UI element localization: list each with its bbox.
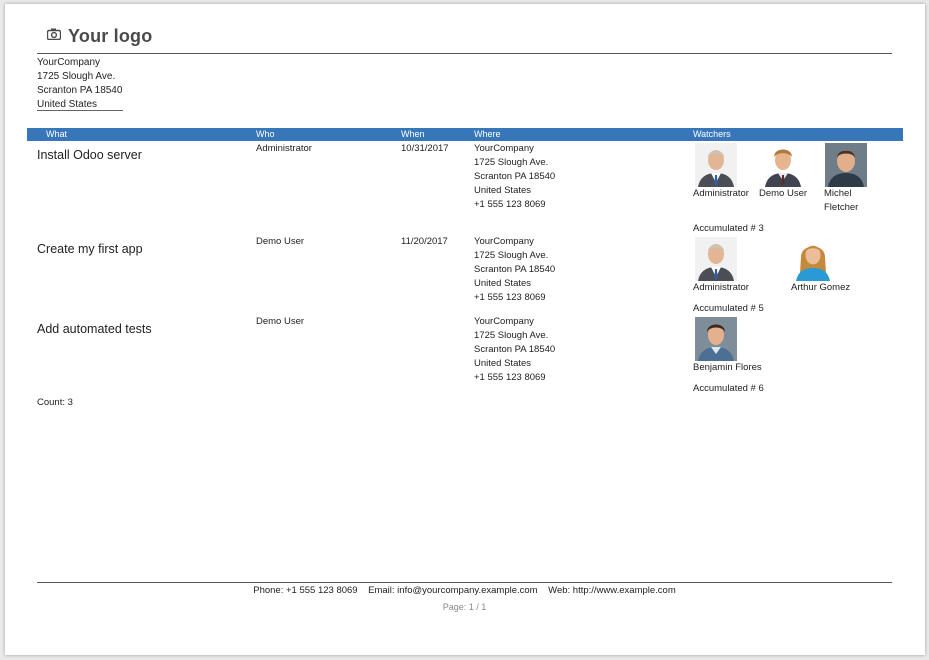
where-line: +1 555 123 8069	[474, 199, 546, 210]
camera-icon	[47, 27, 61, 45]
row-who: Demo User	[256, 236, 305, 247]
page-number: Page: 1 / 1	[442, 602, 487, 612]
col-who: Who	[256, 129, 275, 139]
where-line: YourCompany	[474, 236, 534, 247]
row-when: 11/20/2017	[401, 236, 448, 247]
accumulated-count: Accumulated # 3	[693, 223, 764, 234]
row-when: 10/31/2017	[401, 143, 449, 154]
row-where	[474, 315, 555, 385]
where-line: YourCompany	[474, 143, 534, 154]
record-count: Count: 3	[37, 397, 73, 408]
where-line: Scranton PA 18540	[474, 344, 556, 355]
header-divider	[37, 53, 892, 54]
company-city: Scranton PA 18540	[37, 85, 123, 96]
row-where	[474, 235, 555, 305]
report-page	[5, 4, 925, 655]
avatar	[695, 317, 737, 361]
company-name: YourCompany	[37, 57, 101, 68]
watcher-name: Arthur Gomez	[791, 282, 851, 293]
accumulated-count: Accumulated # 5	[693, 303, 764, 314]
footer-contact: Phone: +1 555 123 8069 Email: info@yourcompany.example.com Web: http://www.example.com	[253, 585, 676, 596]
row-where	[474, 142, 555, 212]
avatar	[825, 143, 867, 187]
company-address	[37, 56, 122, 112]
avatar	[792, 237, 834, 281]
footer-divider	[37, 582, 892, 583]
where-line: Scranton PA 18540	[474, 171, 556, 182]
row-what: Install Odoo server	[37, 148, 142, 162]
col-watchers: Watchers	[693, 129, 731, 139]
accumulated-count: Accumulated # 6	[693, 383, 764, 394]
company-logo	[47, 24, 152, 48]
company-country: United States	[37, 99, 98, 110]
where-line: United States	[474, 278, 532, 289]
avatar	[695, 237, 737, 281]
watcher-name: Benjamin Flores	[693, 362, 762, 373]
row-who: Administrator	[256, 143, 312, 154]
avatar	[762, 143, 804, 187]
where-line: Scranton PA 18540	[474, 264, 556, 275]
watcher-name: Demo User	[759, 188, 808, 199]
where-line: United States	[474, 185, 532, 196]
col-what: What	[46, 129, 68, 139]
address-underline	[37, 110, 123, 111]
row-what: Create my first app	[37, 242, 143, 256]
watcher-name: Michel	[824, 188, 852, 199]
company-street: 1725 Slough Ave.	[37, 71, 116, 82]
where-line: YourCompany	[474, 316, 534, 327]
where-line: United States	[474, 358, 532, 369]
where-line: +1 555 123 8069	[474, 372, 546, 383]
col-when: When	[401, 129, 425, 139]
table-header	[27, 128, 903, 141]
col-where: Where	[474, 129, 501, 139]
row-what: Add automated tests	[37, 322, 152, 336]
watcher-name: Administrator	[693, 188, 749, 199]
watcher-name: Fletcher	[824, 202, 859, 213]
where-line: 1725 Slough Ave.	[474, 250, 549, 261]
logo-text: Your logo	[68, 25, 153, 46]
where-line: 1725 Slough Ave.	[474, 157, 549, 168]
where-line: +1 555 123 8069	[474, 292, 546, 303]
avatar	[695, 143, 737, 187]
row-who: Demo User	[256, 316, 305, 327]
where-line: 1725 Slough Ave.	[474, 330, 549, 341]
watcher-name: Administrator	[693, 282, 749, 293]
